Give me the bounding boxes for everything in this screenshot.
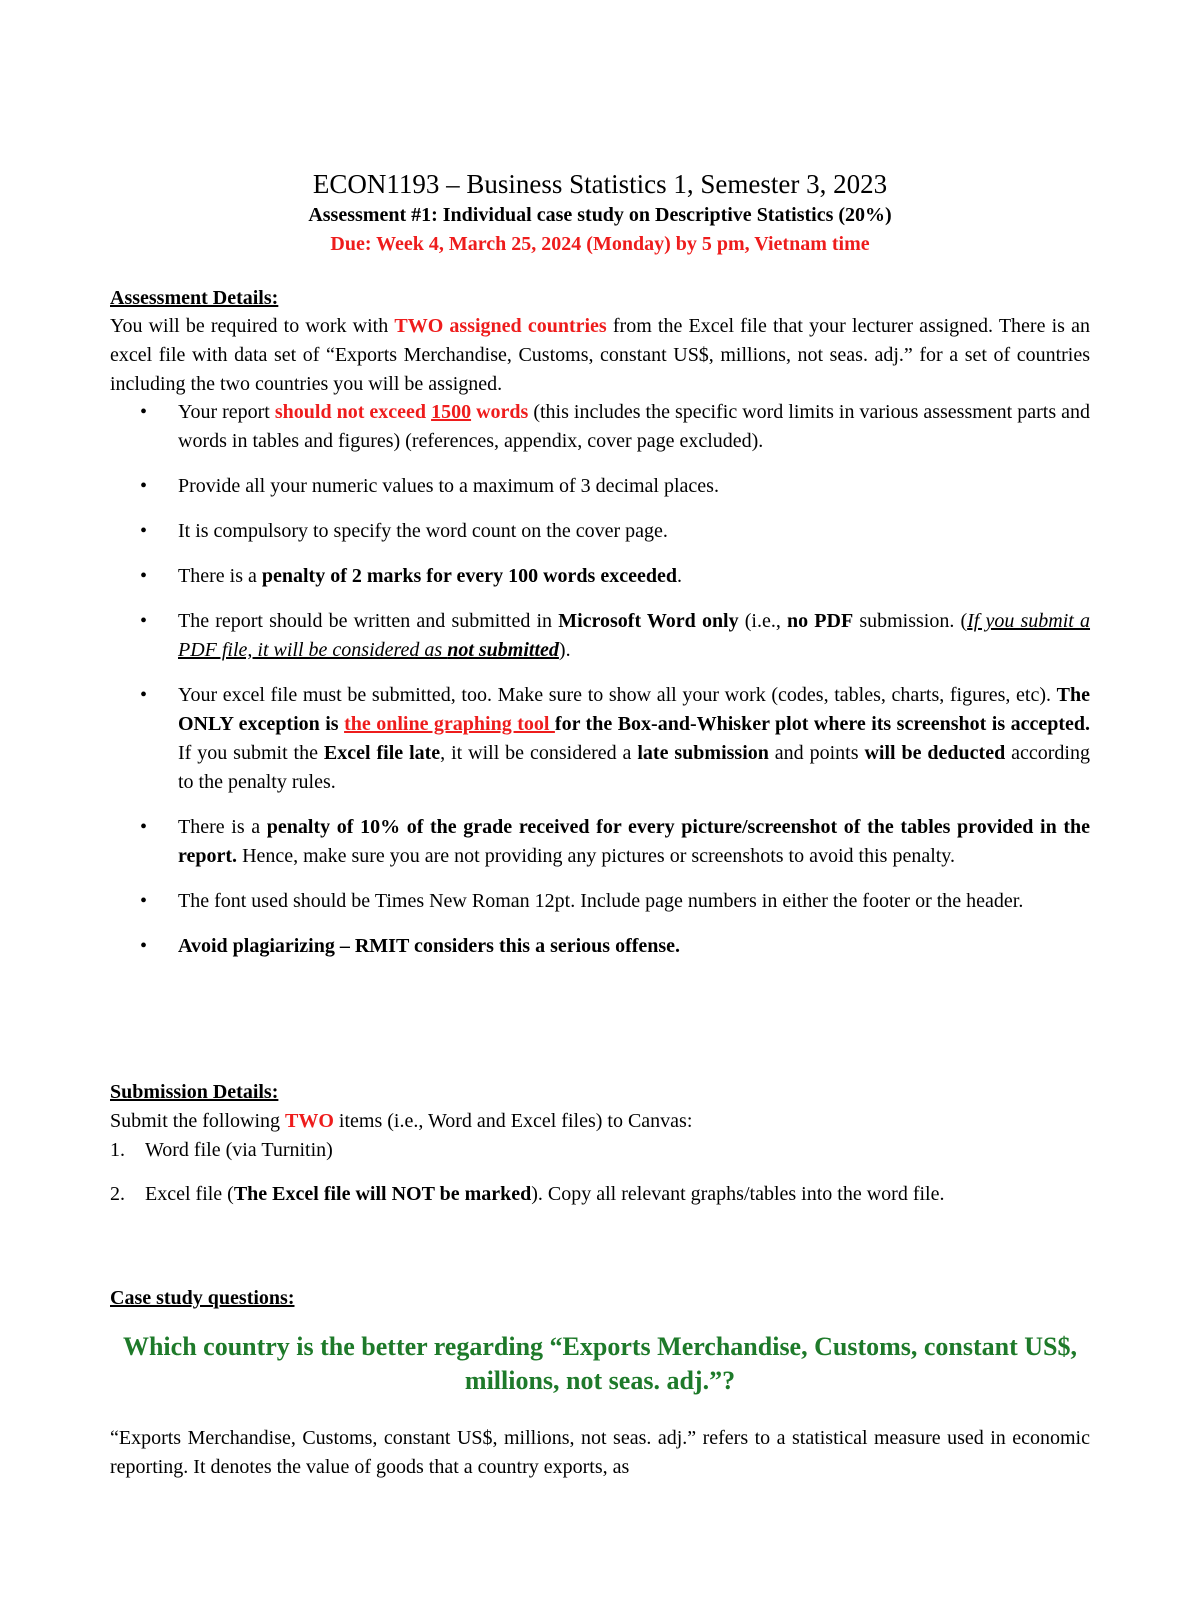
submission-intro: Submit the following TWO items (i.e., Word and Excel files) to Canvas: bbox=[110, 1110, 693, 1132]
assessment-bullet-list bbox=[110, 398, 1090, 977]
online-graphing-tool-link[interactable]: the online graphing tool bbox=[344, 713, 555, 735]
list-item: • The report should be written and submitted in Microsoft Word only (i.e., no PDF submission. (If you submit a PDF file, it will be considered as not submitted). bbox=[110, 607, 1090, 665]
assessment-intro: You will be required to work with TWO assigned countries from the Excel file that your lecturer assigned. There is an excel file with data set of “Exports Merchandise, Customs, constant US$, millions, not seas. adj.” for a set of countries including the two countries you will be assigned. bbox=[110, 315, 1090, 395]
case-study-question: Which country is the better regarding “Exports Merchandise, Customs, constant US$, millions, not seas. adj.”? bbox=[122, 1332, 1078, 1395]
list-item: • There is a penalty of 2 marks for every 100 words exceeded. bbox=[110, 562, 1090, 591]
document-title: ECON1193 – Business Statistics 1, Semester 3, 2023 bbox=[312, 169, 888, 199]
submission-details-heading: Submission Details: bbox=[110, 1081, 279, 1103]
list-item: • The font used should be Times New Roman 12pt. Include page numbers in either the footer or the header. bbox=[110, 887, 1090, 916]
case-study-heading: Case study questions: bbox=[110, 1287, 295, 1309]
list-item: • Provide all your numeric values to a maximum of 3 decimal places. bbox=[110, 472, 1090, 501]
list-item: • There is a penalty of 10% of the grade received for every picture/screenshot of the tables provided in the report. Hence, make sure you are not providing any pictures or screenshots to avoid this penalty. bbox=[110, 813, 1090, 871]
assessment-details-heading: Assessment Details: bbox=[110, 287, 279, 309]
assessment-subtitle: Assessment #1: Individual case study on Descriptive Statistics (20%) bbox=[308, 204, 892, 226]
submission-item-2: 2. Excel file (The Excel file will NOT be marked). Copy all relevant graphs/tables into the word file. bbox=[110, 1183, 945, 1205]
due-date: Due: Week 4, March 25, 2024 (Monday) by 5 pm, Vietnam time bbox=[330, 233, 870, 255]
list-item: • Avoid plagiarizing – RMIT considers this a serious offense. bbox=[110, 932, 1090, 961]
case-study-body: “Exports Merchandise, Customs, constant US$, millions, not seas. adj.” refers to a statistical measure used in economic reporting. It denotes the value of goods that a country exports, as bbox=[110, 1427, 1090, 1478]
list-item: • Your excel file must be submitted, too. Make sure to show all your work (codes, tables, charts, figures, etc). The ONLY exception is the online graphing tool for the Box-and-Whisker plot where its screenshot is accepted. If you submit the Excel file late, it will be considered a late submission and points will be deducted according to the penalty rules. bbox=[110, 681, 1090, 797]
list-item: • Your report should not exceed 1500 words (this includes the specific word limits in various assessment parts and words in tables and figures) (references, appendix, cover page excluded). bbox=[110, 398, 1090, 456]
list-item: • It is compulsory to specify the word count on the cover page. bbox=[110, 517, 1090, 546]
submission-item-1: 1. Word file (via Turnitin) bbox=[110, 1139, 333, 1161]
